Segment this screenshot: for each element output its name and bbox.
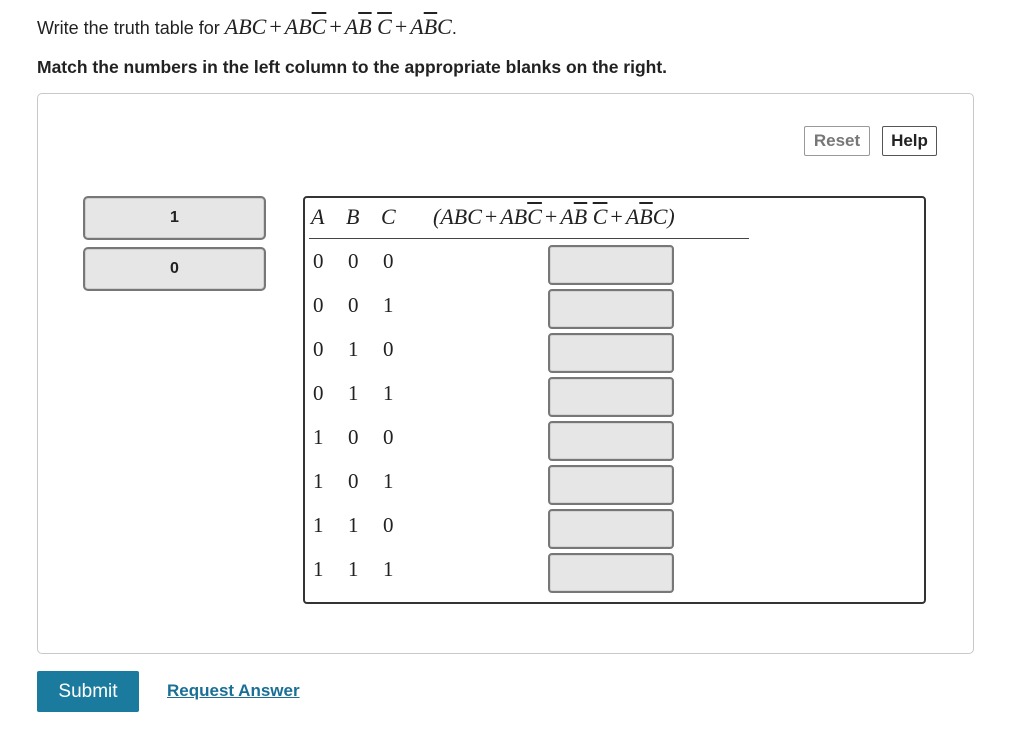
drop-target-1[interactable]: [548, 245, 674, 285]
cell-a: 1: [313, 557, 324, 581]
cell-b: 0: [348, 425, 359, 449]
cell-b: 0: [348, 249, 359, 273]
question-text: [37, 14, 457, 40]
header-b: B: [346, 204, 360, 229]
instruction-text: Match the numbers in the left column to the appropriate blanks on the right.: [37, 57, 668, 77]
header-a: A: [311, 204, 325, 229]
cell-b: 1: [348, 557, 359, 581]
cell-c: 0: [383, 337, 394, 361]
cell-c: 1: [383, 381, 394, 405]
cell-a: 0: [313, 293, 324, 317]
cell-c: 1: [383, 557, 394, 581]
cell-a: 0: [313, 337, 324, 361]
cell-b: 1: [348, 513, 359, 537]
cell-a: 1: [313, 469, 324, 493]
cell-a: 0: [313, 381, 324, 405]
reset-button[interactable]: Reset: [804, 126, 870, 156]
table-row: [305, 375, 924, 419]
cell-b: 1: [348, 381, 359, 405]
cell-c: 1: [383, 293, 394, 317]
drop-target-6[interactable]: [548, 465, 674, 505]
drop-target-2[interactable]: [548, 289, 674, 329]
cell-c: 1: [383, 469, 394, 493]
header-c: C: [381, 204, 396, 229]
table-row: [305, 287, 924, 331]
table-row: [305, 419, 924, 463]
cell-b: 1: [348, 337, 359, 361]
truth-table-header: [311, 204, 675, 230]
table-row: [305, 243, 924, 287]
cell-c: 0: [383, 249, 394, 273]
cell-b: 0: [348, 469, 359, 493]
drop-target-4[interactable]: [548, 377, 674, 417]
submit-button[interactable]: Submit: [37, 671, 139, 712]
drop-target-3[interactable]: [548, 333, 674, 373]
question-suffix: .: [451, 18, 457, 38]
table-row: [305, 463, 924, 507]
draggable-tile-0[interactable]: 0: [83, 247, 266, 291]
cell-c: 0: [383, 513, 394, 537]
table-row: [305, 331, 924, 375]
boolean-expression: ABC + $AB\overline{C} + A\overline{B}$ $\overline{C} + A\overline{B}C$: [224, 14, 452, 39]
question-prefix: Write the truth table for: [37, 18, 225, 38]
header-divider: [309, 238, 749, 239]
truth-table: [303, 196, 926, 604]
cell-a: 1: [313, 513, 324, 537]
draggable-tile-1[interactable]: 1: [83, 196, 266, 240]
cell-a: 0: [313, 249, 324, 273]
request-answer-link[interactable]: Request Answer: [167, 681, 300, 700]
table-row: [305, 507, 924, 551]
help-button[interactable]: Help: [882, 126, 937, 156]
drop-target-5[interactable]: [548, 421, 674, 461]
cell-a: 1: [313, 425, 324, 449]
header-expression: ($ABC + AB\overline{C} + A\overline{B}$ $\overline{C} + A\overline{B}C$): [433, 204, 675, 229]
cell-b: 0: [348, 293, 359, 317]
drop-target-7[interactable]: [548, 509, 674, 549]
drop-target-8[interactable]: [548, 553, 674, 593]
cell-c: 0: [383, 425, 394, 449]
table-row: [305, 551, 924, 595]
